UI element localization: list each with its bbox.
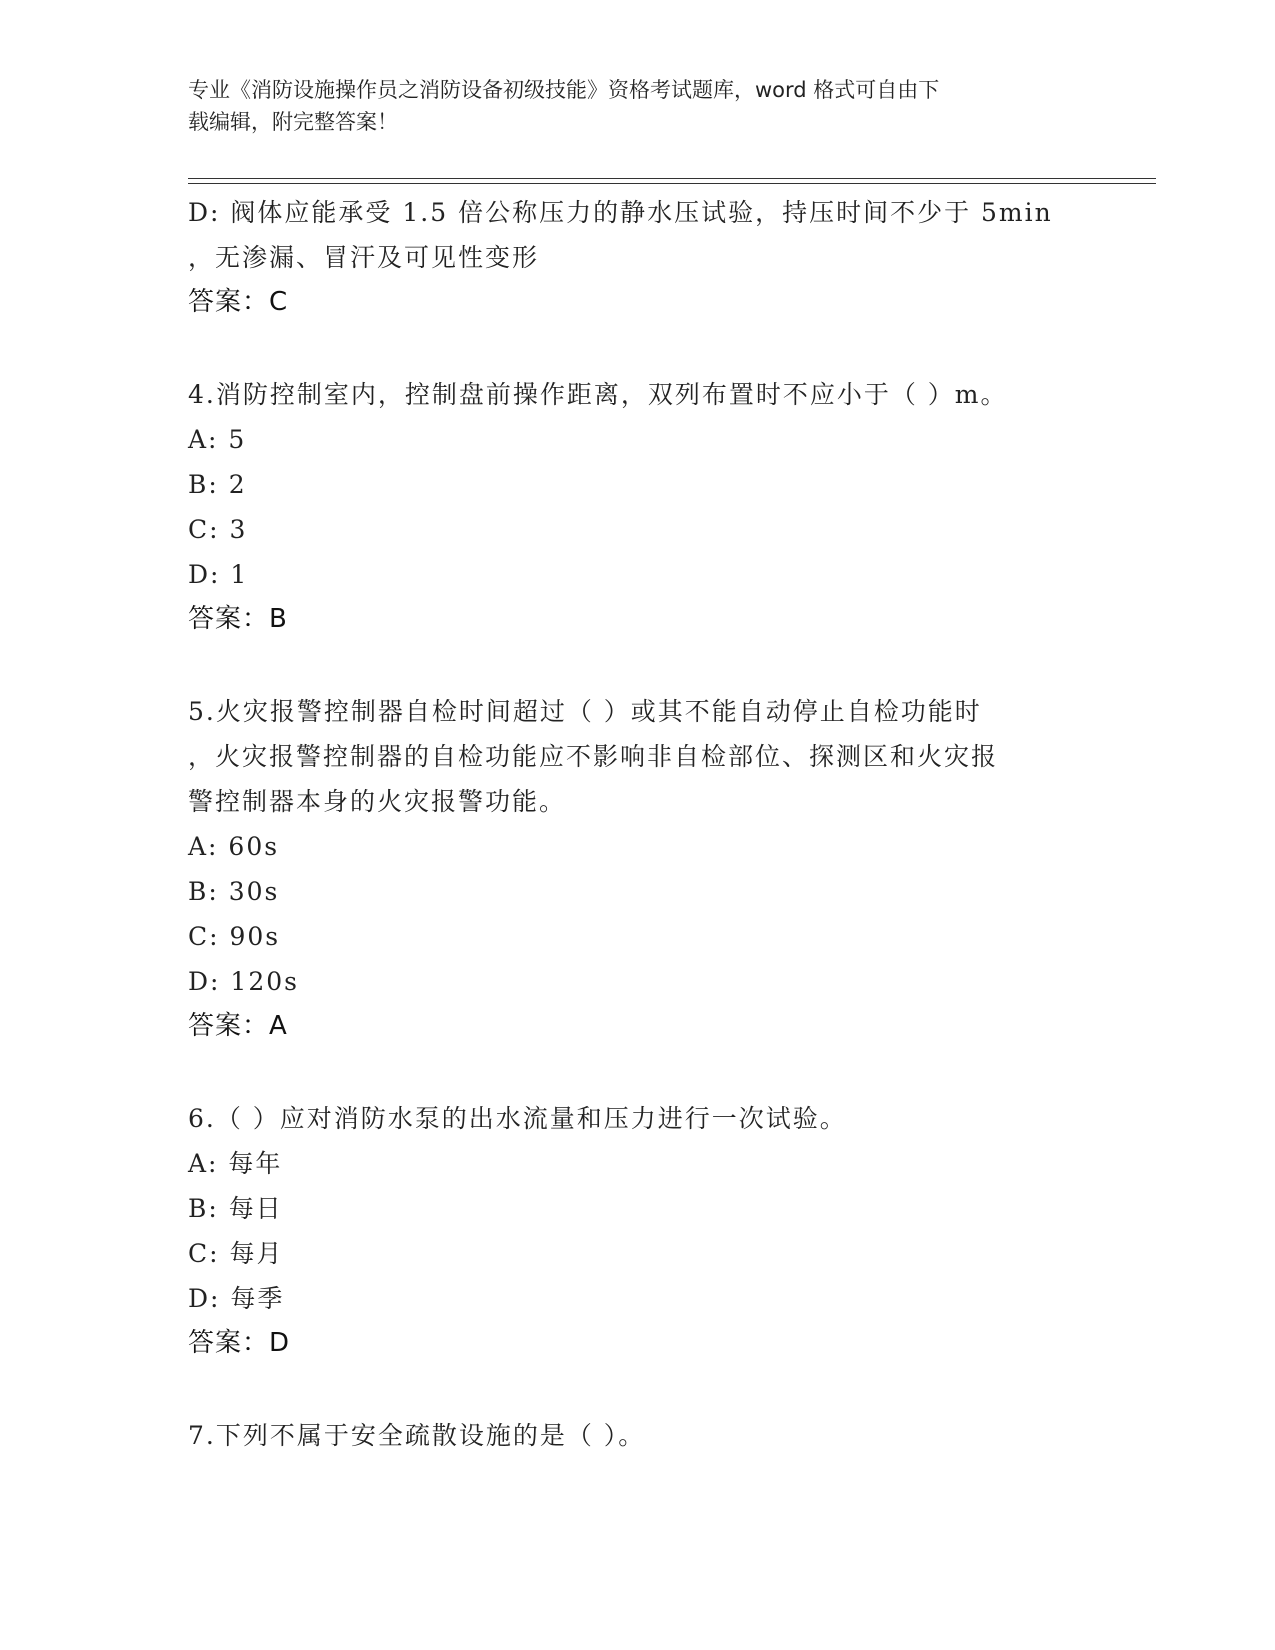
header-line-2: 载编辑，附完整答案！: [188, 110, 398, 134]
header-line-1: 专业《消防设施操作员之消防设备初级技能》资格考试题库，word 格式可自由下: [188, 78, 940, 102]
option-a: A: 5: [188, 425, 247, 454]
option-d: D: 每季: [188, 1284, 285, 1313]
question-stem-line-1: 5.火灾报警控制器自检时间超过（ ）或其不能自动停止自检功能时: [188, 697, 982, 726]
question-list: [188, 190, 1088, 1458]
question-stem: 6.（ ）应对消防水泵的出水流量和压力进行一次试验。: [188, 1104, 847, 1133]
option-d: D: 阀体应能承受 1.5 倍公称压力的静水压试验，持压时间不少于 5min: [188, 198, 1053, 227]
answer-label: 答案：A: [188, 1011, 288, 1041]
question-5: [188, 689, 1088, 1049]
option-d: D: 1: [188, 560, 249, 589]
option-a: A: 每年: [188, 1149, 283, 1178]
document-header: [188, 74, 1078, 138]
question-6: [188, 1096, 1088, 1366]
question-4: [188, 372, 1088, 642]
answer-label: 答案：B: [188, 604, 288, 634]
answer-label: 答案：C: [188, 287, 289, 317]
question-stem: 4.消防控制室内，控制盘前操作距离，双列布置时不应小于（ ）m。: [188, 380, 1008, 409]
previous-question-tail: [188, 190, 1088, 325]
header-divider-bottom: [188, 183, 1156, 184]
option-c: C: 每月: [188, 1239, 284, 1268]
question-stem-line-2: ，火灾报警控制器的自检功能应不影响非自检部位、探测区和火灾报: [188, 742, 999, 771]
header-divider-top: [188, 178, 1156, 179]
option-c: C: 3: [188, 515, 248, 544]
option-b: B: 2: [188, 470, 247, 499]
question-stem-line-3: 警控制器本身的火灾报警功能。: [188, 787, 567, 816]
option-d: D: 120s: [188, 967, 299, 996]
option-d-continued: ，无渗漏、冒汗及可见性变形: [188, 243, 540, 272]
option-b: B: 每日: [188, 1194, 283, 1223]
option-a: A: 60s: [188, 832, 280, 861]
question-7: [188, 1413, 1088, 1458]
option-c: C: 90s: [188, 922, 281, 951]
question-stem: 7.下列不属于安全疏散设施的是（ ）。: [188, 1421, 646, 1450]
answer-label: 答案：D: [188, 1328, 291, 1358]
option-b: B: 30s: [188, 877, 280, 906]
